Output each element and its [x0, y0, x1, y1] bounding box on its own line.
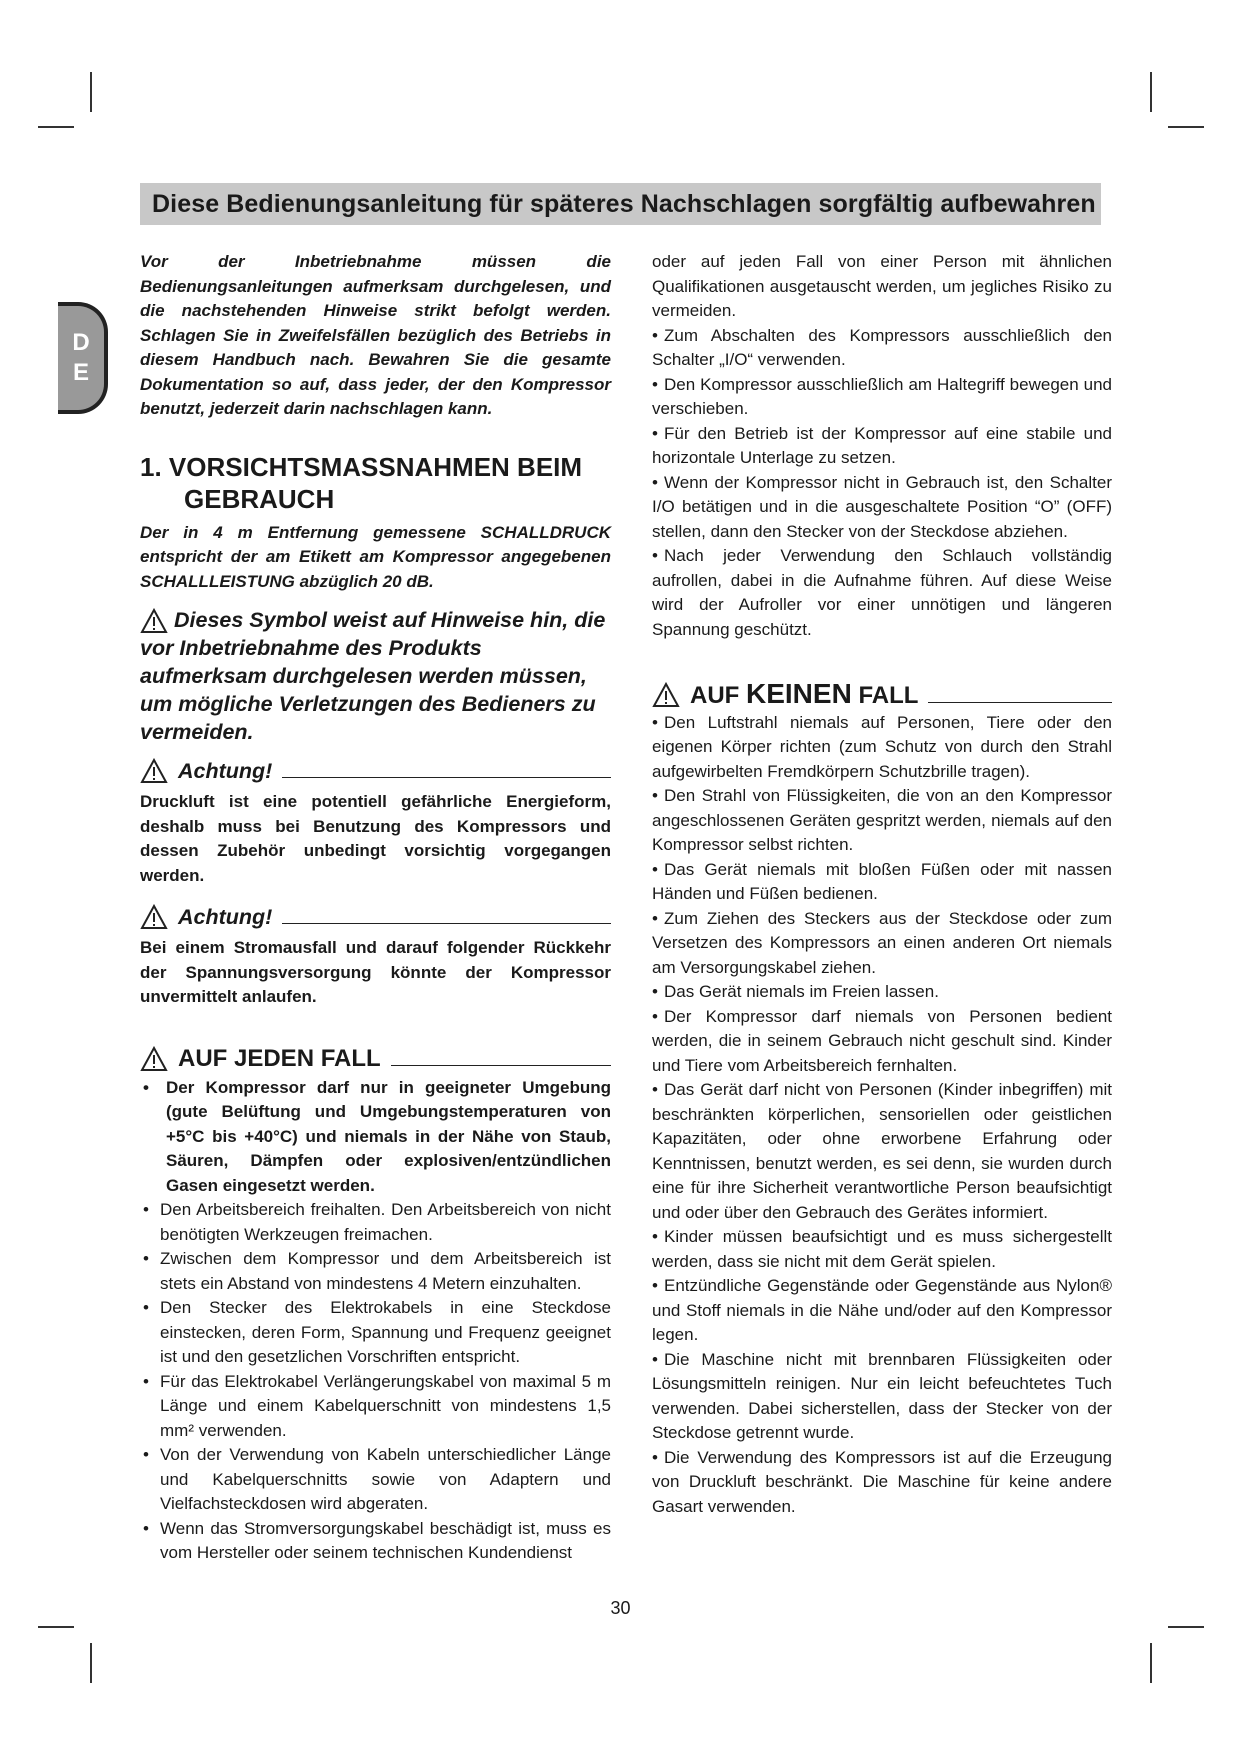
achtung-label-1: Achtung! — [178, 759, 273, 784]
crop-mark-bl-h — [38, 1626, 74, 1628]
warning-triangle-icon — [140, 1046, 168, 1072]
list-item: • Die Maschine nicht mit brennbaren Flüssigkeiten oder Lösungsmitteln reinigen. Nur ein leicht befeuchtetes Tuch verwenden. Dabei sicherstellen, dass der Stecker von der Steckdose getrennt wurde. — [652, 1349, 1112, 1442]
crop-mark-tr-v — [1150, 72, 1152, 112]
list-item: • Kinder müssen beaufsichtigt und es muss sichergestellt werden, dass sie nicht mit dem Gerät spielen. — [652, 1227, 1112, 1271]
section-title — [140, 451, 611, 515]
page-title: Diese Bedienungsanleitung für späteres Nachschlagen sorgfältig aufbewahren — [152, 189, 1096, 218]
right-bullet-list-1 — [652, 324, 1112, 643]
achtung-text-2: Bei einem Stromausfall und darauf folgender Rückkehr der Spannungsversorgung könnte der Kompressor unvermittelt anlaufen. — [140, 938, 611, 1007]
list-item: • Der Kompressor darf niemals von Personen bedient werden, die in seinem Gebrauch nicht geschult sind. Kinder und Tiere vom Arbeitsbereich fernhalten. — [652, 1006, 1112, 1075]
heading-rule — [282, 923, 611, 924]
achtung-heading-2 — [140, 904, 611, 930]
list-item: • Für den Betrieb ist der Kompressor auf eine stabile und horizontale Unterlage zu setzen. — [652, 423, 1112, 467]
list-item: • Den Stecker des Elektrokabels in eine Steckdose einstecken, deren Form, Spannung und Frequenz geeignet ist und den gesetzlichen Vorschriften entspricht. — [140, 1296, 611, 1370]
heading-rule — [282, 777, 611, 778]
achtung-text-1: Druckluft ist eine potentiell gefährliche Energieform, deshalb muss bei Benutzung des Kompressors und dessen Zubehör unbedingt vorsichtig vorgegangen werden. — [140, 792, 611, 885]
list-item: • Das Gerät darf nicht von Personen (Kinder inbegriffen) mit beschränkten körperlichen, sensoriellen oder geistlichen Kapazitäten, oder ohne erworbene Erfahrung oder Kenntnissen, benutzt werden, es sei denn, sie wurden durch eine für ihre Sicherheit verantwortliche Person beaufsichtigt und oder über den Gebrauch des Gerätes informiert. — [652, 1080, 1112, 1222]
list-item: • Für das Elektrokabel Verlängerungskabel von maximal 5 m Länge und einem Kabelquerschnitt von mindestens 1,5 mm² verwenden. — [140, 1370, 611, 1444]
warning-triangle-icon — [140, 608, 168, 634]
heading-rule — [391, 1065, 611, 1066]
left-bullet-list — [140, 1076, 611, 1566]
list-item: • Den Luftstrahl niemals auf Personen, Tiere oder den eigenen Körper richten (zum Schutz von durch den Strahl aufgewirbelten Fremdkörpern Schutzbrille tragen). — [652, 712, 1112, 781]
list-item: • Entzündliche Gegenstände oder Gegenstände aus Nylon® und Stoff niemals in die Nähe und/oder auf den Kompressor legen. — [652, 1276, 1112, 1344]
page-number: 30 — [610, 1598, 631, 1618]
achtung-label-2: Achtung! — [178, 905, 273, 930]
list-item: • Den Arbeitsbereich freihalten. Den Arbeitsbereich von nicht benötigten Werkzeugen freimachen. — [140, 1198, 611, 1247]
heading-rule — [928, 702, 1112, 703]
language-tab-letter-1: D — [72, 329, 90, 356]
left-column — [140, 250, 611, 1566]
language-tab-letter-2: E — [72, 359, 89, 386]
warning-triangle-icon — [140, 904, 168, 930]
auf-keinen-fall-label: AUF KEINEN FALL — [690, 678, 919, 709]
list-item: • Den Strahl von Flüssigkeiten, die von an den Kompressor angeschlossenen Geräten gespritzt werden, niemals auf den Kompressor selbst richten. — [652, 786, 1112, 854]
language-tab — [58, 302, 108, 414]
symbol-note: Dieses Symbol weist auf Hinweise hin, die vor Inbetriebnahme des Produkts aufmerksam durchgelesen werden müssen, um mögliche Verletzungen des Bedieners zu vermeiden. — [140, 608, 606, 745]
right-column — [652, 250, 1112, 1519]
list-item: • Nach jeder Verwendung den Schlauch vollständig aufrollen, dabei in die Aufnahme führen. Auf diese Weise wird der Aufroller vor einer unnötigen und längeren Spannung geschützt. — [652, 546, 1112, 639]
list-item: • Zum Ziehen des Steckers aus der Steckdose oder zum Versetzen des Kompressors an einen anderen Ort niemals am Versorgungskabel ziehen. — [652, 908, 1112, 977]
section-title-line-1: 1. VORSICHTSMASSNAHMEN BEIM — [140, 451, 583, 482]
symbol-note-block — [140, 606, 611, 746]
noise-note: Der in 4 m Entfernung gemessene SCHALLDRUCK entspricht der am Etikett am Kompressor angegebenen SCHALLLEISTUNG abzüglich 20 dB. — [140, 522, 611, 591]
continuation-text: oder auf jeden Fall von einer Person mit ähnlichen Qualifikationen ausgetauscht werden, um jegliches Risiko zu vermeiden. — [652, 252, 1112, 320]
list-item: • Zum Abschalten des Kompressors ausschließlich den Schalter „I/O“ verwenden. — [652, 325, 1112, 369]
crop-mark-tl-v — [90, 72, 92, 112]
list-item: • Die Verwendung des Kompressors ist auf die Erzeugung von Druckluft beschränkt. Die Maschine für keine andere Gasart verwenden. — [652, 1447, 1112, 1516]
list-item: • Wenn der Kompressor nicht in Gebrauch ist, den Schalter I/O betätigen und in die ausgeschaltete Position “O” (OFF) stellen, dann den Stecker von der Steckdose abziehen. — [652, 472, 1112, 541]
right-bullet-list-2 — [652, 711, 1112, 1520]
auf-keinen-fall-heading — [652, 678, 1112, 709]
achtung-heading-1 — [140, 758, 611, 784]
crop-mark-tr-h — [1168, 126, 1204, 128]
list-item: • Der Kompressor darf nur in geeigneter Umgebung (gute Belüftung und Umgebungstemperaturen von +5°C bis +40°C) und niemals in der Nähe von Staub, Säuren, Dämpfen oder explosiven/entzündlichen Gasen eingesetzt werden. — [140, 1076, 611, 1199]
crop-mark-bl-v — [90, 1643, 92, 1683]
list-item: • Den Kompressor ausschließlich am Haltegriff bewegen und verschieben. — [652, 374, 1112, 418]
list-item: • Das Gerät niemals mit bloßen Füßen oder mit nassen Händen und Füßen bedienen. — [652, 859, 1112, 903]
warning-triangle-icon — [652, 682, 680, 708]
warning-triangle-icon — [140, 758, 168, 784]
auf-jeden-fall-label: AUF JEDEN FALL — [178, 1044, 381, 1072]
crop-mark-tl-h — [38, 126, 74, 128]
list-item: • Das Gerät niemals im Freien lassen. — [652, 982, 939, 1001]
section-title-line-2: GEBRAUCH — [184, 483, 335, 514]
list-item: • Zwischen dem Kompressor und dem Arbeitsbereich ist stets ein Abstand von mindestens 4 Metern einzuhalten. — [140, 1247, 611, 1296]
crop-mark-br-v — [1150, 1643, 1152, 1683]
list-item: • Wenn das Stromversorgungskabel beschädigt ist, muss es vom Hersteller oder seinem technischen Kundendienst — [140, 1517, 611, 1566]
list-item: • Von der Verwendung von Kabeln unterschiedlicher Länge und Kabelquerschnitts sowie von Adaptern und Vielfachsteckdosen wird abgeraten. — [140, 1443, 611, 1517]
header-bar — [140, 183, 1101, 225]
auf-jeden-fall-heading — [140, 1046, 611, 1072]
crop-mark-br-h — [1168, 1626, 1204, 1628]
intro-text: Vor der Inbetriebnahme müssen die Bedienungsanleitungen aufmerksam durchgelesen, und die nachstehenden Hinweise strikt befolgt werden. Schlagen Sie in Zweifelsfällen bezüglich des Betriebs in diesem Handbuch nach. Bewahren Sie die gesamte Dokumentation so auf, dass jeder, der den Kompressor benutzt, jederzeit darin nachschlagen kann. — [140, 252, 611, 418]
